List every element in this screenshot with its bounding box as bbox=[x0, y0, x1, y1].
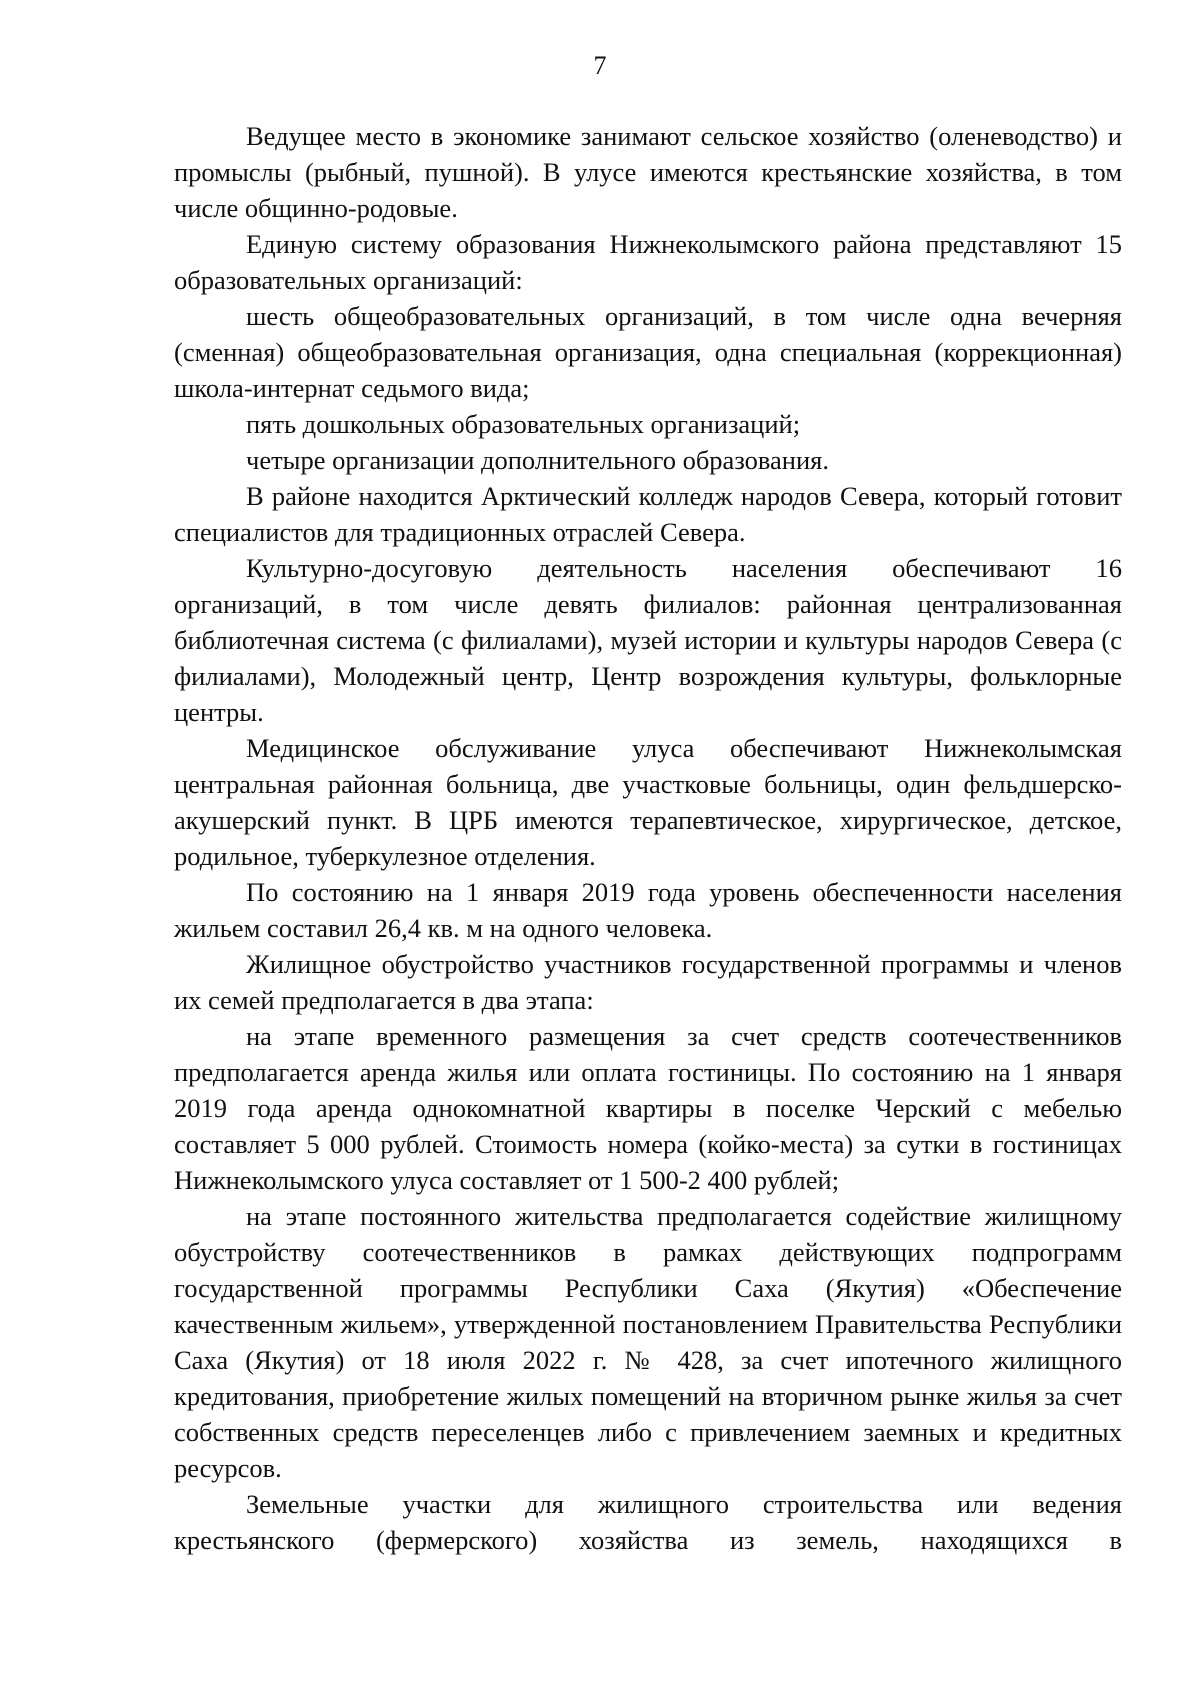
document-body bbox=[174, 118, 1122, 1558]
paragraph-additional-education: четыре организации дополнительного образования. bbox=[246, 445, 829, 475]
paragraph-education-system: Единую систему образования Нижнеколымского района представляют 15 образовательных организаций: bbox=[174, 229, 1122, 295]
paragraph-medical: Медицинское обслуживание улуса обеспечивают Нижнеколымская центральная районная больница, две участковые больницы, один фельдшерско-акушерский пункт. В ЦРБ имеются терапевтическое, хирургическое, детское, родильное, туберкулезное отделения. bbox=[174, 733, 1122, 871]
paragraph-permanent-stage: на этапе постоянного жительства предполагается содействие жилищному обустройству соотечественников в рамках действующих подпрограмм государственной программы Республики Саха (Якутия) «Обеспечение качественным жильем», утвержденной постановлением Правительства Республики Саха (Якутия) от 18 июля 2022 г. № 428, за счет ипотечного жилищного кредитования, приобретение жилых помещений на вторичном рынке жилья за счет собственных средств переселенцев либо с привлечением заемных и кредитных ресурсов. bbox=[174, 1201, 1122, 1483]
paragraph-temporary-stage: на этапе временного размещения за счет средств соотечественников предполагается аренда жилья или оплата гостиницы. По состоянию на 1 января 2019 года аренда однокомнатной квартиры в поселке Черский с мебелью составляет 5 000 рублей. Стоимость номера (койко-места) за сутки в гостиницах Нижнеколымского улуса составляет от 1 500-2 400 рублей; bbox=[174, 1021, 1122, 1195]
page-number: 7 bbox=[593, 51, 607, 80]
paragraph-land-plots: Земельные участки для жилищного строительства или ведения крестьянского (фермерского) хозяйства из земель, находящихся в bbox=[174, 1489, 1122, 1555]
paragraph-housing-level: По состоянию на 1 января 2019 года уровень обеспеченности населения жильем составил 26,4 кв. м на одного человека. bbox=[174, 877, 1122, 943]
paragraph-housing-stages: Жилищное обустройство участников государственной программы и членов их семей предполагается в два этапа: bbox=[174, 949, 1122, 1015]
paragraph-arctic-college: В районе находится Арктический колледж народов Севера, который готовит специалистов для традиционных отраслей Севера. bbox=[174, 481, 1122, 547]
paragraph-general-schools: шесть общеобразовательных организаций, в том числе одна вечерняя (сменная) общеобразовательная организация, одна специальная (коррекционная) школа-интернат седьмого вида; bbox=[174, 301, 1122, 403]
paragraph-preschools: пять дошкольных образовательных организаций; bbox=[246, 409, 801, 439]
paragraph-economy: Ведущее место в экономике занимают сельское хозяйство (оленеводство) и промыслы (рыбный, пушной). В улусе имеются крестьянские хозяйства, в том числе общинно-родовые. bbox=[174, 121, 1122, 223]
paragraph-culture: Культурно-досуговую деятельность населения обеспечивают 16 организаций, в том числе девять филиалов: районная централизованная библиотечная система (с филиалами), музей истории и культуры народов Севера (с филиалами), Молодежный центр, Центр возрождения культуры, фольклорные центры. bbox=[174, 553, 1122, 727]
